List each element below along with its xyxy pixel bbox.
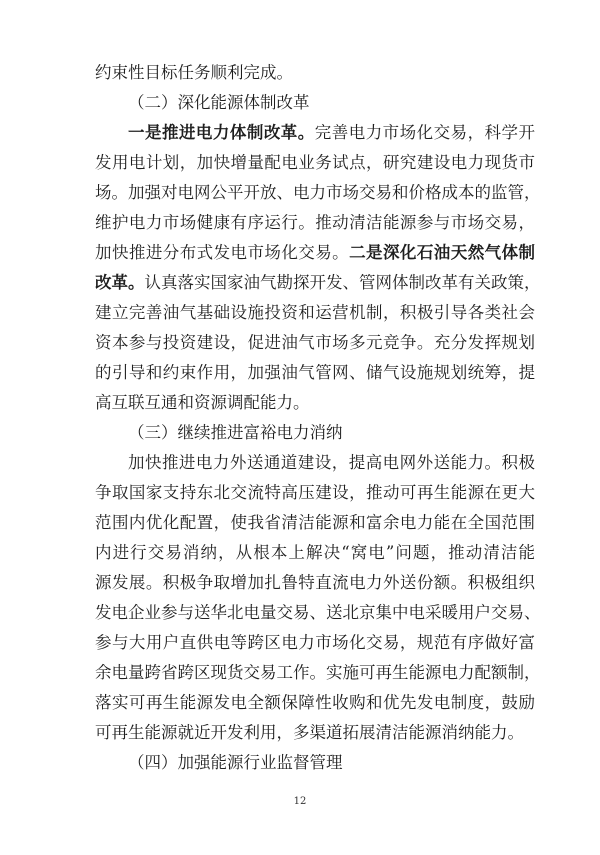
paragraph-line (95, 328, 535, 358)
text-run: 场。加强对电网公平开放、电力市场交易和价格成本的监管， (95, 183, 541, 202)
text-run: 内进行交易消纳，从根本上解决“窝电”问题，推动清洁能 (95, 543, 535, 562)
text-run: 参与大用户直供电等跨区电力市场化交易，规范有序做好富 (95, 633, 535, 652)
paragraph-line (95, 448, 535, 478)
paragraph-line (95, 598, 541, 628)
paragraph-line (95, 238, 535, 268)
section-heading: （四）加强能源行业监督管理 (128, 753, 343, 772)
text-run: 争取国家支持东北交流特高压建设，推动可再生能源在更大 (95, 483, 535, 502)
paragraph-line (95, 568, 535, 598)
text-run: 高互联互通和资源调配能力。 (95, 393, 310, 412)
paragraph-line: 约束性目标任务顺利完成。 (95, 63, 293, 82)
body-text (95, 58, 541, 778)
paragraph-line (95, 628, 535, 658)
text-run: 源发展。积极争取增加扎鲁特直流电力外送份额。积极组织 (95, 573, 535, 592)
page-number: 12 (293, 796, 307, 807)
paragraph-line (95, 208, 535, 238)
text-run: 的引导和约束作用，加强油气管网、储气设施规划统筹，提 (95, 363, 535, 382)
text-run: 维护电力市场健康有序运行。推动清洁能源参与市场交易， (95, 213, 535, 232)
paragraph-line (95, 268, 541, 298)
paragraph-line (95, 688, 535, 718)
paragraph-line (95, 478, 535, 508)
paragraph-line (95, 118, 535, 148)
paragraph-line (95, 508, 535, 538)
text-run: 加快推进电力外送通道建设，提高电网外送能力。积极 (128, 453, 535, 472)
text-run: 可再生能源就近开发利用，多渠道拓展清洁能源消纳能力。 (95, 723, 524, 742)
text-run: 建立完善油气基础设施投资和运营机制，积极引导各类社会 (95, 303, 535, 322)
paragraph-line (95, 358, 535, 388)
text-run: 落实可再生能源发电全额保障性收购和优先发电制度，鼓励 (95, 693, 535, 712)
text-run: 范围内优化配置，使我省清洁能源和富余电力能在全国范围 (95, 513, 535, 532)
text-run: 发用电计划，加快增量配电业务试点，研究建设电力现货市 (95, 153, 535, 172)
section-heading: （三）继续推进富裕电力消纳 (128, 423, 343, 442)
text-run: 发电企业参与送华北电量交易、送北京集中电采暖用户交易、 (95, 603, 541, 622)
text-run: 资本参与投资建设，促进油气市场多元竞争。充分发挥规划 (95, 333, 535, 352)
paragraph-line (95, 538, 535, 568)
text-run: 加快推进分布式发电市场化交易。 (95, 243, 350, 262)
paragraph-line (95, 388, 535, 418)
text-run: 完善电力市场化交易，科学开 (314, 123, 536, 142)
bold-lead-text: 改革。 (95, 273, 145, 292)
paragraph-line (95, 718, 535, 748)
text-run: 余电量跨省跨区现货交易工作。实施可再生能源电力配额制， (95, 663, 541, 682)
bold-lead-text: 一是推进电力体制改革。 (128, 123, 315, 142)
paragraph-line (95, 178, 541, 208)
paragraph-line (95, 658, 541, 688)
section-heading: （二）深化能源体制改革 (128, 93, 310, 112)
paragraph-line (95, 298, 535, 328)
paragraph-line (95, 148, 535, 178)
bold-lead-text: 二是深化石油天然气体制 (349, 243, 536, 262)
text-run: 认真落实国家油气勘探开发、管网体制改革有关政策， (144, 273, 541, 292)
